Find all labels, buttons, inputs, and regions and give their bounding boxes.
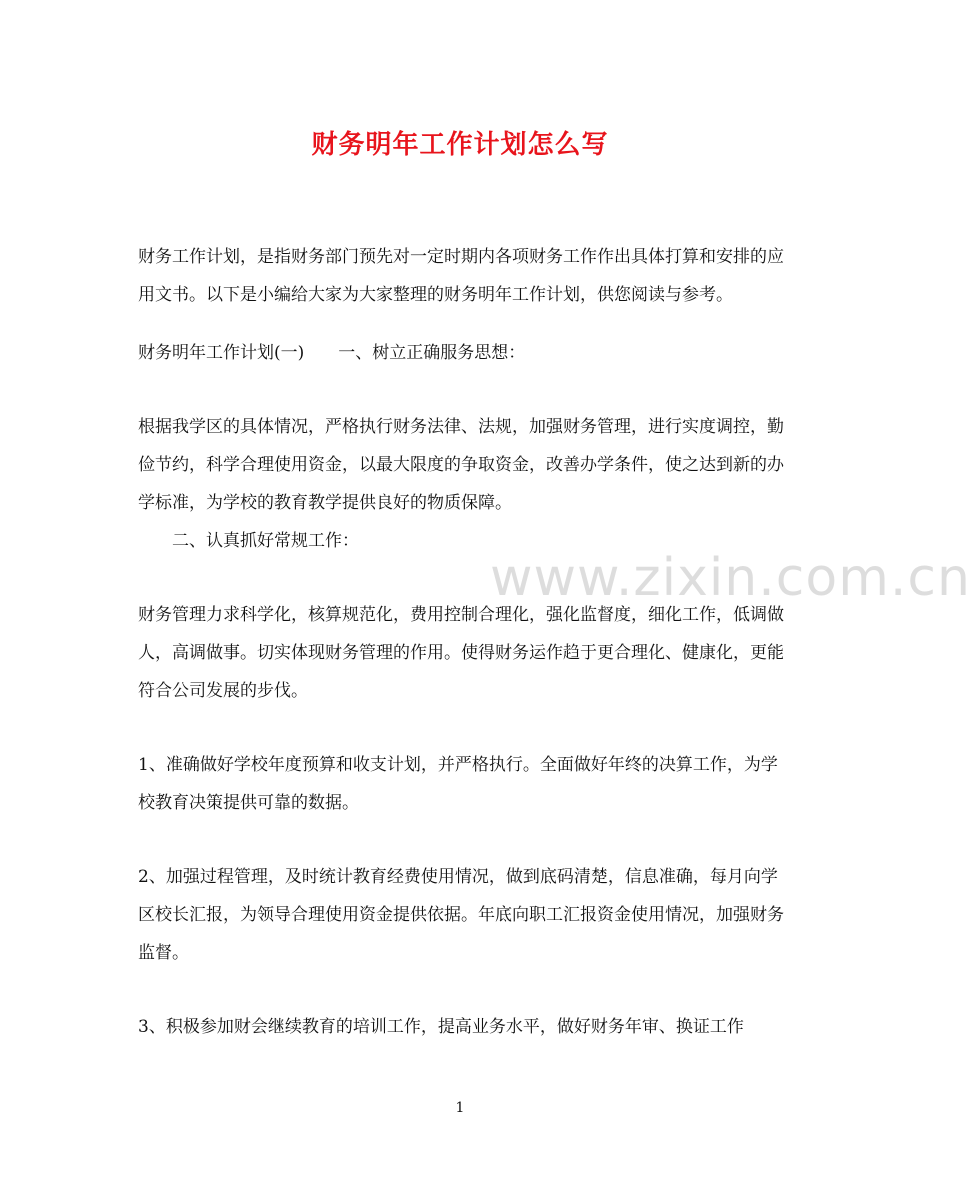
section-heading-routine-work: 二、认真抓好常规工作： — [138, 531, 359, 551]
list-item-2: 2、加强过程管理，及时统计教育经费使用情况，做到底码清楚，信息准确，每月向学区校长汇报，为领导合理使用资金提供依据。年底向职工汇报资金使用情况，加强财务监督。 — [138, 867, 784, 963]
section-heading-plan-one: 财务明年工作计划(一) 一、树立正确服务思想： — [138, 343, 526, 363]
list-item-1: 1、准确做好学校年度预算和收支计划，并严格执行。全面做好年终的决算工作，为学校教育决策提供可靠的数据。 — [138, 755, 778, 813]
document-body — [138, 238, 786, 1046]
document-title: 财务明年工作计划怎么写 — [311, 130, 609, 160]
list-item-3: 3、积极参加财会继续教育的培训工作，提高业务水平，做好财务年审、换证工作 — [138, 1017, 744, 1037]
page-number: 1 — [455, 1100, 465, 1116]
intro-paragraph: 财务工作计划，是指财务部门预先对一定时期内各项财务工作作出具体打算和安排的应用文书。以下是小编给大家为大家整理的财务明年工作计划，供您阅读与参考。 — [138, 247, 784, 305]
service-thought-paragraph: 根据我学区的具体情况，严格执行财务法律、法规，加强财务管理，进行实度调控，勤俭节约，科学合理使用资金，以最大限度的争取资金，改善办学条件，使之达到新的办学标准，为学校的教育教学提供良好的物质保障。 — [138, 417, 784, 513]
finance-management-paragraph: 财务管理力求科学化，核算规范化，费用控制合理化，强化监督度，细化工作，低调做人，高调做事。切实体现财务管理的作用。使得财务运作趋于更合理化、健康化，更能符合公司发展的步伐。 — [138, 605, 784, 701]
watermark: www.zixin.com.cn — [490, 548, 971, 608]
